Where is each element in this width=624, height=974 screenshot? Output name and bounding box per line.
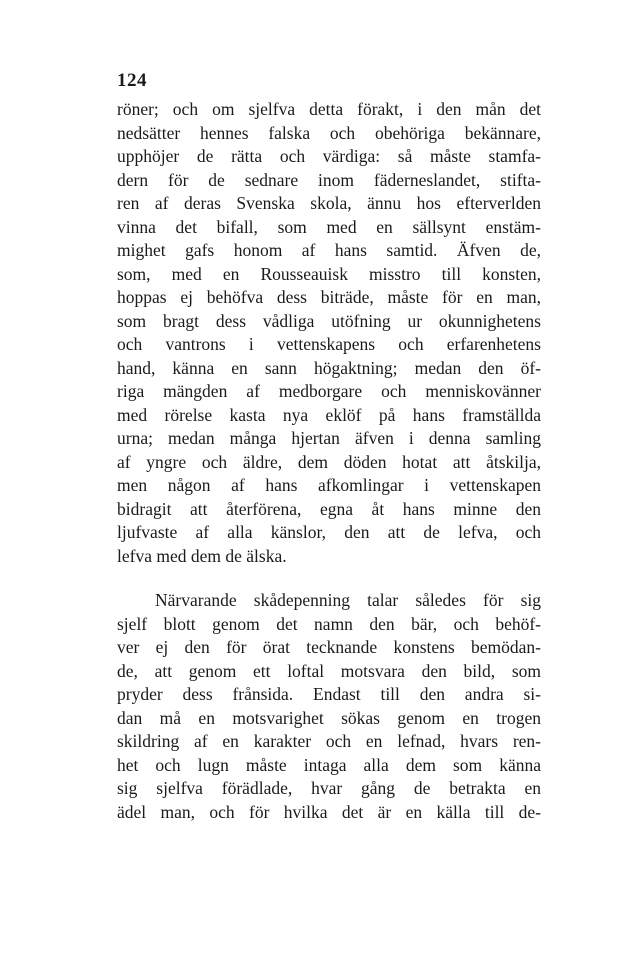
text-line: med rörelse kasta nya eklöf på hans framställda <box>117 404 541 425</box>
text-line: de, att genom ett loftal motsvara den bild, som <box>117 660 541 681</box>
text-line: men någon af hans afkomlingar i vettenskapen <box>117 475 541 495</box>
text-line: dan må en motsvarighet sökas genom en trogen <box>117 707 541 728</box>
text-line: som bragt dess vådliga utöfning ur okunnighetens <box>117 310 541 331</box>
paragraph-1 <box>117 98 541 568</box>
text-line: vinna det bifall, som med en sällsynt enstäm- <box>117 216 541 237</box>
text-line: upphöjer de rätta och värdiga: så måste stamfa- <box>117 146 541 166</box>
text-line: bidragit att återförena, egna åt hans minne den <box>117 498 541 519</box>
text-line: nedsätter hennes falska och obehöriga bekännare, <box>117 122 541 143</box>
text-line: sig sjelfva förädlade, hvar gång de betrakta en <box>117 778 541 798</box>
text-line: Närvarande skådepenning talar således för sig <box>155 590 541 610</box>
text-line: skildring af en karakter och en lefnad, hvars ren- <box>117 731 541 751</box>
page-number: 124 <box>117 70 147 91</box>
text-line: het och lugn måste intaga alla dem som känna <box>117 754 541 775</box>
text-line: ädel man, och för hvilka det är en källa till de- <box>117 801 541 822</box>
text-line: som, med en Rousseauisk misstro till konsten, <box>117 263 541 284</box>
text-line: hoppas ej behöfva dess biträde, måste för en man, <box>117 287 541 307</box>
text-line: riga mängden af medborgare och menniskovänner <box>117 381 541 401</box>
text-line: pryder dess frånsida. Endast till den andra si- <box>117 684 541 704</box>
paragraph-2 <box>117 589 541 824</box>
text-line: röner; och om sjelfva detta förakt, i den mån det <box>117 99 541 119</box>
text-line: ljufvaste af alla känslor, den att de lefva, och <box>117 522 541 542</box>
text-line: hand, känna en sann högaktning; medan den öf- <box>117 357 541 378</box>
text-line: och vantrons i vettenskapens och erfarenhetens <box>117 334 541 354</box>
text-line: ver ej den för örat tecknande konstens bemödan- <box>117 637 541 657</box>
text-line: lefva med dem de älska. <box>117 545 287 566</box>
text-line: sjelf blott genom det namn den bär, och behöf- <box>117 613 541 634</box>
text-line: dern för de sednare inom fäderneslandet, stifta- <box>117 169 541 190</box>
text-line: urna; medan många hjertan äfven i denna samling <box>117 428 541 448</box>
text-line: mighet gafs honom af hans samtid. Äfven de, <box>117 240 541 260</box>
text-line: af yngre och äldre, dem döden hotat att åtskilja, <box>117 451 541 472</box>
text-line: ren af deras Svenska skola, ännu hos efterverlden <box>117 193 541 213</box>
